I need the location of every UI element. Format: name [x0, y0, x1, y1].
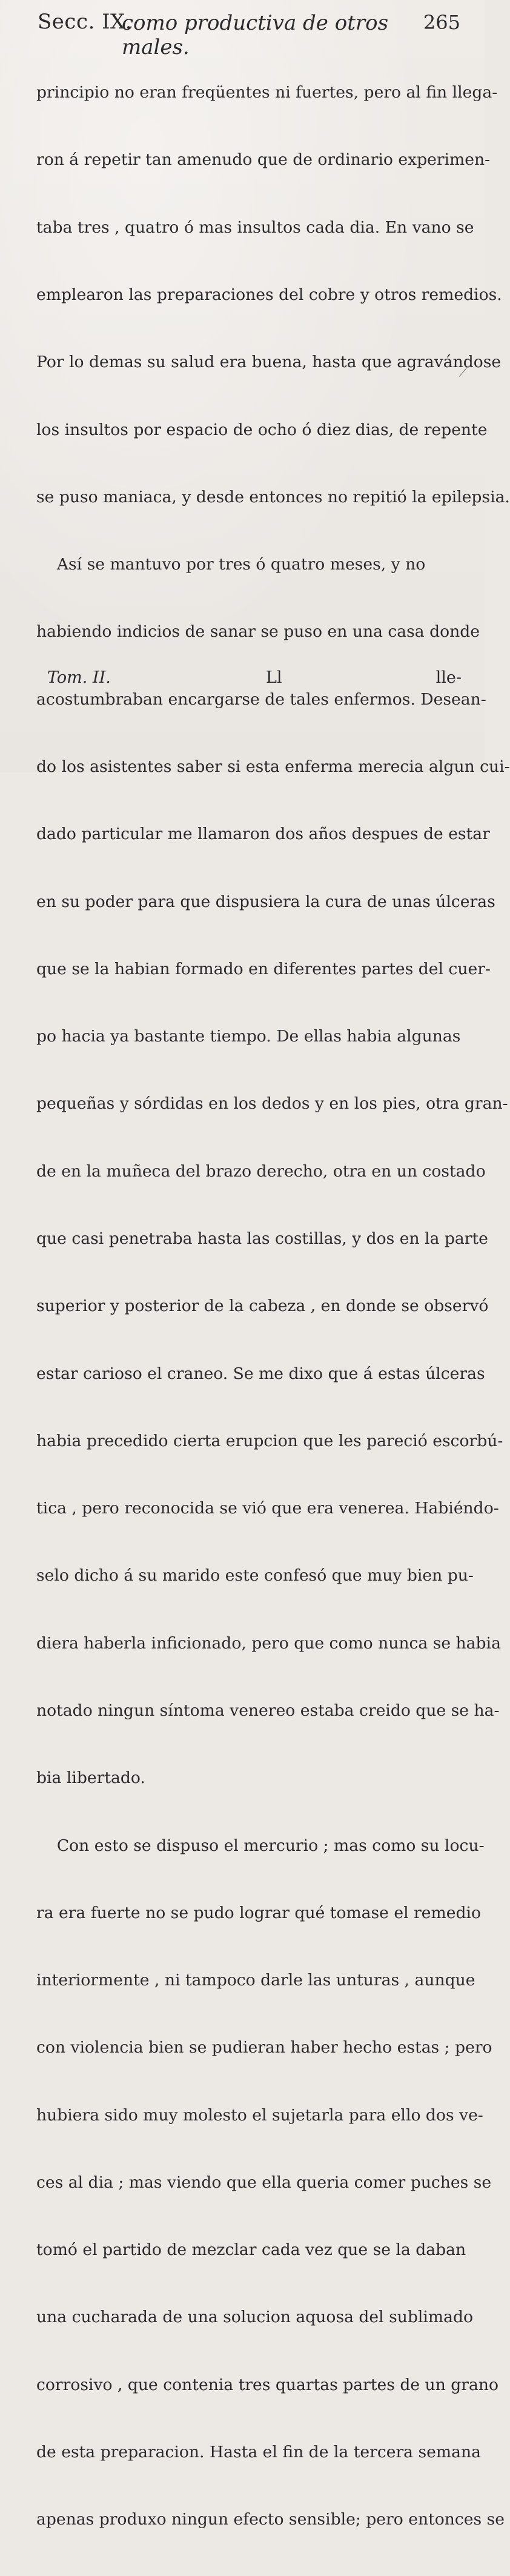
text-line: que se la habian formado en diferentes partes del cuer-: [36, 959, 491, 978]
text-line: apenas produxo ningun efecto sensible; pero entonces se: [36, 2510, 505, 2529]
body-text: [36, 36, 510, 2576]
text-line: de esta preparacion. Hasta el fin de la tercera semana: [36, 2443, 481, 2462]
signature-mark: Ll: [266, 668, 282, 687]
catchword: lle-: [435, 668, 462, 687]
text-line: do los asistentes saber si esta enferma merecia algun cui-: [36, 757, 510, 776]
text-line: taba tres , quatro ó mas insultos cada dia. En vano se: [36, 217, 474, 237]
text-line: acostumbraban encargarse de tales enfermos. Desean-: [36, 689, 486, 709]
text-line: notado ningun síntoma venereo estaba creido que se ha-: [36, 1701, 500, 1720]
running-title: como productiva de otros males.: [122, 11, 389, 59]
running-header: [38, 10, 462, 59]
text-line: se puso maniaca, y desde entonces no repitió la epilepsia.: [36, 487, 510, 506]
text-line: que casi penetraba hasta las costillas, y dos en la parte: [36, 1229, 488, 1248]
text-line: Por lo demas su salud era buena, hasta que agravándose: [36, 353, 502, 372]
text-line: con violencia bien se pudieran haber hecho estas ; pero: [36, 2038, 492, 2057]
volume-label: Tom. II.: [47, 668, 111, 687]
text-line: principio no eran freqüentes ni fuertes, pero al fin llega-: [36, 83, 498, 102]
text-line: interiormente , ni tampoco darle las unturas , aunque: [36, 1971, 475, 1990]
text-line: una cucharada de una solucion aquosa del sublimado: [36, 2308, 474, 2327]
text-line: hubiera sido muy molesto el sujetarla para ello dos ve-: [36, 2105, 483, 2125]
text-line: en su poder para que dispusiera la cura de unas úlceras: [36, 892, 495, 911]
text-line: ron á repetir tan amenudo que de ordinario experimen-: [36, 150, 491, 170]
page-footer: [36, 668, 466, 690]
text-line: Así se mantuvo por tres ó quatro meses, y no: [36, 555, 426, 574]
section-label: Secc. IX.: [38, 10, 133, 34]
text-line: ra era fuerte no se pudo lograr qué tomase el remedio: [36, 1903, 482, 1922]
text-line: de en la muñeca del brazo derecho, otra en un costado: [36, 1161, 486, 1181]
text-line: dado particular me llamaron dos años despues de estar: [36, 825, 490, 844]
text-line: habiendo indicios de sanar se puso en una casa donde: [36, 622, 480, 642]
text-line: los insultos por espacio de ocho ó diez dias, de repente: [36, 420, 488, 439]
text-line: habia precedido cierta erupcion que les pareció escorbú-: [36, 1431, 503, 1450]
text-line: bia libertado.: [36, 1768, 145, 1788]
text-line: po hacia ya bastante tiempo. De ellas habia algunas: [36, 1027, 461, 1046]
text-line: diera haberla inficionado, pero que como nunca se habia: [36, 1633, 501, 1653]
text-line: tomó el partido de mezclar cada vez que se la daban: [36, 2240, 466, 2260]
text-line: selo dicho á su marido este confesó que muy bien pu-: [36, 1566, 474, 1585]
text-line: Con esto se dispuso el mercurio ; mas como su locu-: [36, 1836, 485, 1855]
text-line: emplearon las preparaciones del cobre y otros remedios.: [36, 285, 502, 305]
page-number: 265: [423, 11, 460, 34]
text-line: corrosivo , que contenia tres quartas partes de un grano: [36, 2375, 498, 2394]
text-line: ces al dia ; mas viendo que ella queria comer puches se: [36, 2173, 492, 2192]
text-line: tica , pero reconocida se vió que era venerea. Habiéndo-: [36, 1499, 499, 1518]
text-line: superior y posterior de la cabeza , en donde se observó: [36, 1296, 489, 1316]
text-line: pequeñas y sórdidas en los dedos y en los pies, otra gran-: [36, 1094, 508, 1114]
text-line: estar carioso el craneo. Se me dixo que á estas úlceras: [36, 1364, 485, 1383]
